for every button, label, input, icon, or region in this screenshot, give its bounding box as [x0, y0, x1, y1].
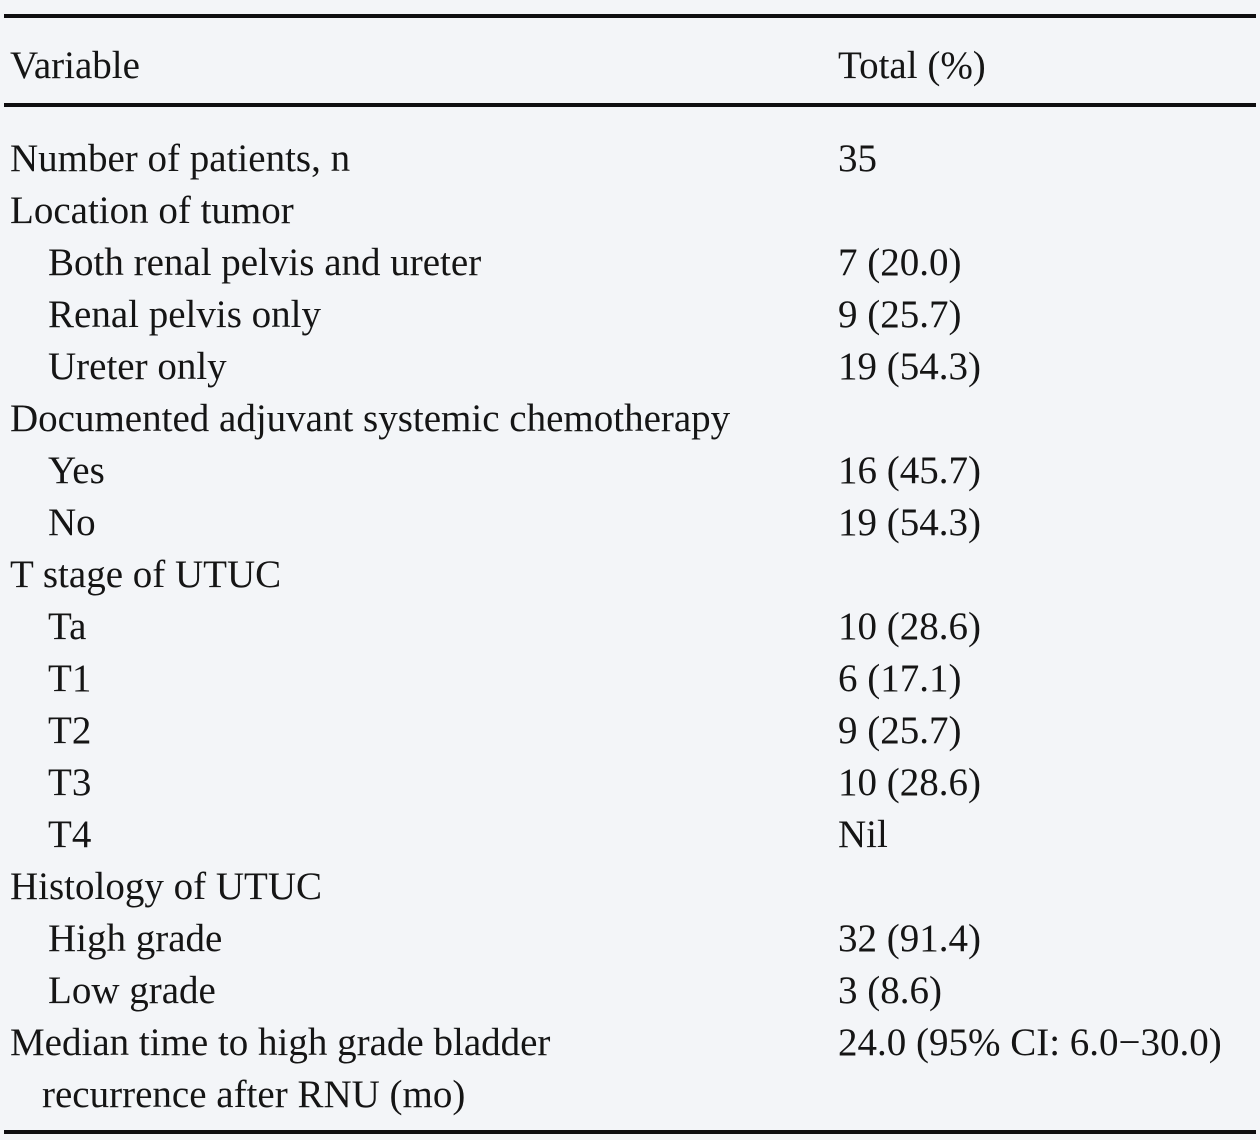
row-value: 7 (20.0) [838, 241, 962, 284]
table-top-rule [4, 14, 1256, 18]
table-body [10, 133, 1256, 1121]
row-value: 16 (45.7) [838, 449, 981, 492]
row-label: T4 [48, 813, 92, 856]
table-header-row [10, 40, 1256, 92]
table-row [10, 237, 1256, 289]
row-label-line2: recurrence after RNU (mo) [42, 1073, 466, 1116]
row-value: 24.0 (95% CI: 6.0−30.0) [838, 1021, 1222, 1064]
table-row [10, 393, 1256, 445]
table-row [10, 965, 1256, 1017]
table-row [10, 861, 1256, 913]
table-header-rule [4, 103, 1256, 107]
row-label: Ta [48, 605, 87, 648]
table-row [10, 185, 1256, 237]
table-row [10, 601, 1256, 653]
row-label: T3 [48, 761, 92, 804]
row-value: Nil [838, 813, 888, 856]
row-value: 10 (28.6) [838, 605, 981, 648]
row-value: 6 (17.1) [838, 657, 962, 700]
column-header-total: Total (%) [838, 44, 986, 87]
table-row [10, 653, 1256, 705]
row-label: Renal pelvis only [48, 293, 321, 336]
table-row [10, 133, 1256, 185]
row-label: Low grade [48, 969, 216, 1012]
table-row [10, 913, 1256, 965]
row-label: T1 [48, 657, 92, 700]
row-label: Both renal pelvis and ureter [48, 241, 482, 284]
row-value: 19 (54.3) [838, 345, 981, 388]
table-row [10, 757, 1256, 809]
table-row [10, 445, 1256, 497]
row-value: 9 (25.7) [838, 709, 962, 752]
table-row [10, 341, 1256, 393]
row-label: Histology of UTUC [10, 865, 322, 908]
row-label-line1: Median time to high grade bladder [10, 1021, 551, 1064]
row-label: No [48, 501, 96, 544]
column-header-variable: Variable [10, 44, 140, 87]
table-row [10, 549, 1256, 601]
row-label: Documented adjuvant systemic chemotherapy [10, 397, 731, 440]
table-row [10, 705, 1256, 757]
row-value: 10 (28.6) [838, 761, 981, 804]
table-row [10, 809, 1256, 861]
table-bottom-rule [4, 1130, 1256, 1134]
row-value: 9 (25.7) [838, 293, 962, 336]
table-row [10, 289, 1256, 341]
row-value: 3 (8.6) [838, 969, 942, 1012]
table-row [10, 497, 1256, 549]
row-label: T2 [48, 709, 92, 752]
row-label [10, 1017, 838, 1121]
row-label: Yes [48, 449, 105, 492]
row-value: 32 (91.4) [838, 917, 981, 960]
row-label: Ureter only [48, 345, 227, 388]
row-label: T stage of UTUC [10, 553, 282, 596]
row-label: High grade [48, 917, 223, 960]
row-value: 19 (54.3) [838, 501, 981, 544]
table-row [10, 1017, 1256, 1121]
row-label: Number of patients, n [10, 137, 351, 180]
row-label: Location of tumor [10, 189, 294, 232]
row-value: 35 [838, 137, 877, 180]
